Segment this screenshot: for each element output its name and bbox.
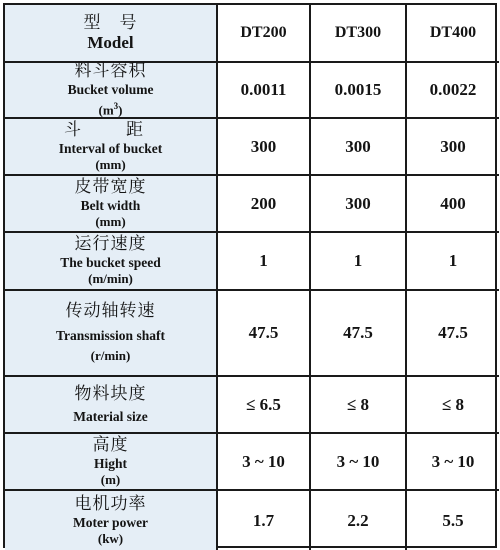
row-label-unit: (m/min) <box>88 271 133 286</box>
value-cell: 47.5 <box>218 291 311 377</box>
value-cell: 300 <box>311 176 407 233</box>
value-cell: 3 ~ 10 <box>407 434 499 491</box>
row-label-zh: 高度 <box>92 434 129 455</box>
row-label-unit: (mm) <box>95 156 126 172</box>
unit-end: ) <box>118 102 123 118</box>
value-cell: 3 ~ 10 <box>311 434 407 491</box>
value-cell: 0.0022 <box>407 63 499 119</box>
row-label-transmission-shaft <box>5 291 218 377</box>
row-label-en: Interval of bucket <box>58 140 163 156</box>
row-label-zh: 斗 距 <box>64 119 157 140</box>
header-model-en: Model <box>87 33 134 52</box>
row-label-belt-width <box>5 176 218 233</box>
value-cell: 1 <box>407 233 499 291</box>
header-model-label <box>5 5 218 63</box>
value-cell: 0.0015 <box>311 63 407 119</box>
row-label-interval-of-bucket <box>5 119 218 176</box>
row-label-zh: 皮带宽度 <box>74 176 147 197</box>
row-label-zh: 运行速度 <box>74 234 147 254</box>
value-cell: 400 <box>407 176 499 233</box>
value-cell: ≤ 8 <box>311 377 407 434</box>
row-label-unit: (mm) <box>95 213 126 229</box>
row-label-en: Belt width <box>80 197 141 213</box>
header-model-dt400: DT400 <box>407 5 499 63</box>
row-label-hight <box>5 434 218 491</box>
value-cell: ≤ 8 <box>407 377 499 434</box>
row-label-en: The bucket speed <box>60 255 161 270</box>
value-cell: 2.2 <box>311 491 407 550</box>
value-cell: 300 <box>311 119 407 176</box>
row-label-en: Moter power <box>72 514 149 530</box>
value-cell: ≤ 6.5 <box>218 377 311 434</box>
row-label-en: Bucket volume <box>67 81 154 97</box>
row-label-material-size <box>5 377 218 434</box>
row-label-unit: (m) <box>100 471 121 487</box>
value-cell: 300 <box>407 119 499 176</box>
value-cell: 5.5 <box>442 510 464 530</box>
row-label-bucket-volume <box>5 60 218 119</box>
header-model-dt200: DT200 <box>218 5 311 63</box>
row-label-unit <box>98 98 122 118</box>
value-cell: 3 ~ 10 <box>218 434 311 491</box>
value-cell: 300 <box>218 119 311 176</box>
value-cell: 47.5 <box>407 291 499 377</box>
row-label-zh: 料斗容积 <box>74 60 147 81</box>
row-label-unit: (kw) <box>97 530 124 546</box>
header-model-dt300: DT300 <box>311 5 407 63</box>
row-label-zh: 物料块度 <box>74 383 147 404</box>
spec-table <box>3 3 497 548</box>
value-cell: 47.5 <box>311 291 407 377</box>
row-label-unit: (r/min) <box>90 348 131 363</box>
unit-superscript: 3 <box>113 100 119 111</box>
value-cell: 0.0011 <box>218 63 311 119</box>
value-cell: 1 <box>311 233 407 291</box>
value-cell: 1 <box>218 233 311 291</box>
row-label-en: Transmission shaft <box>56 328 165 343</box>
row-label-en: Material size <box>73 408 148 424</box>
row-label-zh: 传动轴转速 <box>65 301 156 321</box>
value-cell: 200 <box>218 176 311 233</box>
row-label-zh: 电机功率 <box>74 493 147 514</box>
row-label-en: Hight <box>93 455 127 471</box>
header-model-zh: 型 号 <box>83 13 138 33</box>
unit-base: (m <box>98 102 114 118</box>
value-cell: 1.7 <box>218 491 311 550</box>
row-label-moter-power <box>5 491 218 550</box>
row-label-bucket-speed <box>5 233 218 291</box>
